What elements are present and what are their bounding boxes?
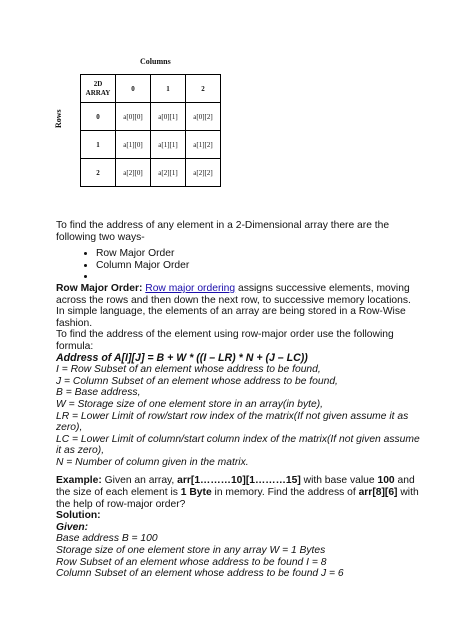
definition-line: I = Row Subset of an element whose address to be found, (56, 364, 321, 376)
address-formula: Address of A[I][J] = B + W * ((I – LR) * N + (J – LC)) (56, 351, 308, 364)
table-cell: a[0][0] (116, 103, 151, 131)
col-header: 1 (151, 75, 186, 103)
example-text: with base value (300, 475, 378, 487)
table-cell: a[1][1] (151, 131, 186, 159)
col-header: 2 (186, 75, 221, 103)
definition-line: N = Number of column given in the matrix. (56, 456, 249, 468)
list-item: • Row Major Order (96, 248, 422, 260)
table-cell: a[2][0] (116, 159, 151, 187)
columns-title: Columns (140, 57, 171, 66)
example-target-element: arr[8][6] (358, 487, 398, 499)
definition-line: J = Column Subset of an element whose address to be found, (56, 375, 338, 387)
given-line: Storage size of one element store in any array W = 1 Bytes (56, 545, 326, 557)
example-paragraph (56, 475, 422, 510)
table-header-row (81, 75, 221, 103)
list-item: • Column Major Order (96, 260, 422, 272)
rows-label: Rows (54, 109, 63, 128)
example-text: with the help of row-major order? (56, 487, 419, 510)
definition-line: B = Base address, (56, 387, 141, 399)
given-line: Column Subset of an element whose address to be found J = 6 (56, 568, 344, 580)
solution-label: Solution: (56, 510, 101, 522)
given-line: Row Subset of an element whose address to be found I = 8 (56, 556, 327, 568)
intro-paragraph: To find the address of any element in a 2-Dimensional array there are the following two ways- (56, 220, 390, 243)
row-major-heading: Row Major Order: (56, 282, 143, 294)
definition-line: LC = Lower Limit of column/start column index of the matrix(If not given assume it as zero), (56, 433, 420, 457)
example-label: Example: (56, 475, 102, 487)
row-major-paragraph (56, 283, 422, 329)
row-major-body: assigns successive elements, moving across the rows and then down the next row, to successive memory locations. In simple language, the elements of an array are being stored in a Row-Wise fashion. (56, 282, 411, 329)
given-line: Base address B = 100 (56, 533, 158, 545)
document-body (56, 220, 422, 580)
example-text: in memory. Find the address of (211, 487, 359, 499)
row-major-ordering-link[interactable]: Row major ordering (145, 282, 236, 294)
formula-intro: To find the address of the element using row-major order use the following formula: (56, 329, 394, 352)
empty-list-item (96, 271, 422, 283)
ways-list (56, 248, 422, 283)
row-header: 2 (81, 159, 116, 187)
definition-line: LR = Lower Limit of row/start row index of the matrix(If not given assume it as zero), (56, 410, 409, 434)
table-row (81, 103, 221, 131)
array-figure (0, 0, 474, 220)
row-header: 1 (81, 131, 116, 159)
table-cell: a[2][2] (186, 159, 221, 187)
table-cell: a[1][2] (186, 131, 221, 159)
array-table (80, 74, 221, 187)
col-header: 0 (116, 75, 151, 103)
example-array: arr[1………10][1………15] (177, 475, 301, 487)
definition-line: W = Storage size of one element store in an array(in byte), (56, 398, 323, 410)
example-base-value: 100 (377, 475, 395, 487)
example-element-size: 1 Byte (180, 487, 212, 499)
table-row (81, 131, 221, 159)
table-cell: a[2][1] (151, 159, 186, 187)
corner-line-1: 2D (93, 79, 103, 88)
corner-line-2: ARRAY (85, 88, 111, 97)
row-header: 0 (81, 103, 116, 131)
table-cell: a[1][0] (116, 131, 151, 159)
table-cell: a[0][1] (151, 103, 186, 131)
table-cell: a[0][2] (186, 103, 221, 131)
example-text: and the size of each element is (56, 475, 415, 499)
corner-cell (81, 75, 116, 103)
example-text: Given an array, (101, 475, 178, 487)
table-row (81, 159, 221, 187)
given-label: Given: (56, 521, 89, 533)
